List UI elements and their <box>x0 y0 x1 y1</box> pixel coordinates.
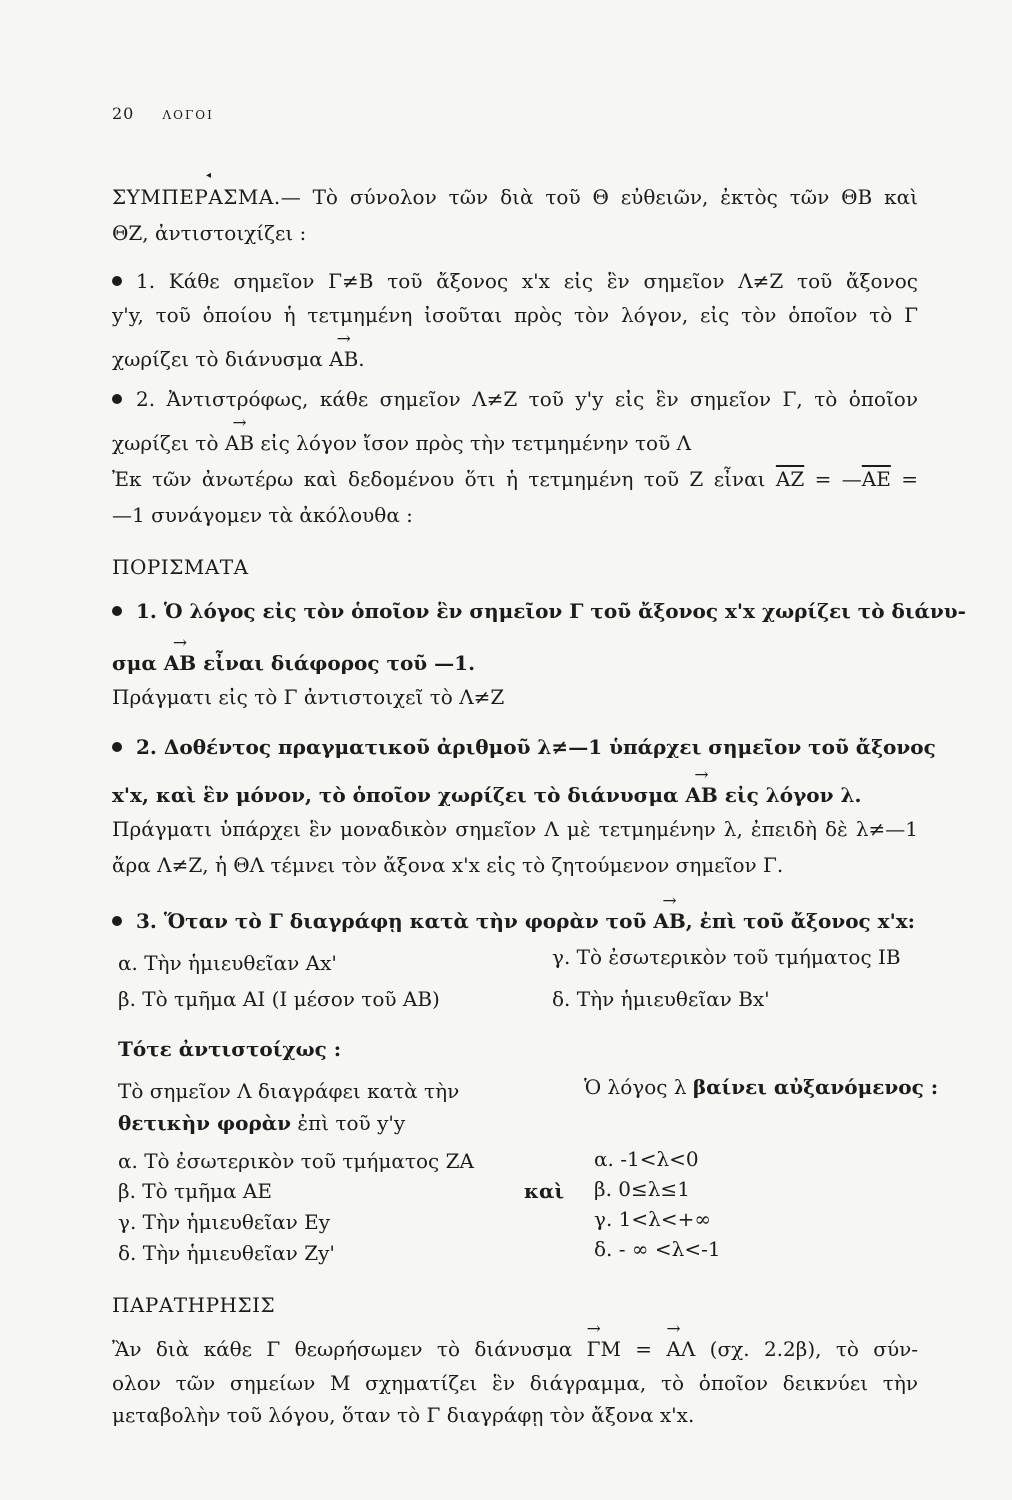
kai-connector: καὶ <box>524 1179 565 1203</box>
corollary-3-case-b: β. Τὸ τμῆμα ΑΙ (Ι μέσον τοῦ ΑΒ) <box>118 987 440 1011</box>
page-number: 20 <box>112 104 135 123</box>
right-case-g: γ. 1<λ<+∞ <box>594 1207 712 1231</box>
bullet-icon <box>112 276 122 286</box>
bullet-icon <box>112 916 122 926</box>
remark-line-3: μεταβολὴν τοῦ λόγου, ὅταν τὸ Γ διαγράφῃ τὸν ἄξονα x'x. <box>112 1403 695 1427</box>
vector-ab: → ΑΒ <box>653 908 685 934</box>
corollary-1: 1. Ὁ λόγος εἰς τὸν ὁποῖον ἓν σημεῖον Γ τοῦ ἄξονος x'x χωρίζει τὸ διάνυ- <box>112 598 918 624</box>
right-case-a: α. -1<λ<0 <box>594 1147 699 1171</box>
conclusion-line-2: ΘΖ, ἀντιστοιχίζει : <box>112 221 307 245</box>
corollary-3-case-g: γ. Τὸ ἐσωτερικὸν τοῦ τμήματος ΙΒ <box>552 945 901 969</box>
vector-ab: → ΑΒ <box>329 346 358 372</box>
corollary-1-proof: Πράγματι εἰς τὸ Γ ἀντιστοιχεῖ τὸ Λ≠Ζ <box>112 685 505 709</box>
corollary-3-case-a: α. Τὴν ἡμιευθεῖαν Αx' <box>118 951 337 975</box>
corollary-1-line-2: σμα → ΑΒ εἶναι διάφορος τοῦ —1. <box>112 650 475 676</box>
left-case-g: γ. Τὴν ἡμιευθεῖαν Εy <box>118 1210 331 1234</box>
running-header <box>112 104 214 123</box>
vector-ab: → ΑΒ <box>164 650 196 676</box>
right-case-d: δ. - ∞ <λ<-1 <box>594 1237 721 1261</box>
stray-mark: ◂ <box>206 170 212 181</box>
conclusion-deduction-line-2: —1 συνάγομεν τὰ ἀκόλουθα : <box>112 503 413 527</box>
left-intro-line-2: θετικὴν φορὰν ἐπὶ τοῦ y'y <box>118 1111 406 1135</box>
conclusion-item-2: 2. Ἀντιστρόφως, κάθε σημεῖον Λ≠Ζ τοῦ y'y εἰς ἓν σημεῖον Γ, τὸ ὁποῖον <box>112 386 918 412</box>
corollary-2-line-2: x'x, καὶ ἓν μόνον, τὸ ὁποῖον χωρίζει τὸ διάνυσμα → ΑΒ εἰς λόγον λ. <box>112 782 861 808</box>
tote-label: Τότε ἀντιστοίχως : <box>118 1037 342 1061</box>
vector-ab: → ΑΒ <box>685 782 717 808</box>
corollary-2-proof-line-2: ἄρα Λ≠Ζ, ἡ ΘΛ τέμνει τὸν ἄξονα x'x εἰς τὸ ζητούμενον σημεῖον Γ. <box>112 853 784 877</box>
vector-al: → ΑΛ <box>666 1336 695 1362</box>
bullet-icon <box>112 394 122 404</box>
bullet-icon <box>112 742 122 752</box>
left-case-a: α. Τὸ ἐσωτερικὸν τοῦ τμήματος ΖΑ <box>118 1149 474 1173</box>
conclusion-item-1-line-2: y'y, τοῦ ὁποίου ἡ τετμημένη ἰσοῦται πρὸς τὸν λόγον, εἰς τὸν ὁποῖον τὸ Γ <box>112 303 918 327</box>
conclusion-heading: ΣΥΜΠΕΡΑΣΜΑ. <box>112 185 281 209</box>
conclusion-item-1: 1. Κάθε σημεῖον Γ≠Β τοῦ ἄξονος x'x εἰς ἓν σημεῖον Λ≠Ζ τοῦ ἄξονος <box>112 268 918 294</box>
corollaries-heading: ΠΟΡΙΣΜΑΤΑ <box>112 555 249 579</box>
left-intro: Τὸ σημεῖον Λ διαγράφει κατὰ τὴν <box>118 1079 460 1103</box>
vector-ab: → ΑΒ <box>225 430 254 456</box>
conclusion-deduction: Ἐκ τῶν ἀνωτέρω καὶ δεδομένου ὅτι ἡ τετμημένη τοῦ Ζ εἶναι $\overline{AZ}$ = $—\overline{AE}$ = <box>112 467 919 491</box>
corollary-3: 3. Ὅταν τὸ Γ διαγράφῃ κατὰ τὴν φορὰν τοῦ → ΑΒ, ἐπὶ τοῦ ἄξονος x'x: <box>112 908 915 934</box>
left-case-d: δ. Τὴν ἡμιευθεῖαν Ζy' <box>118 1241 335 1265</box>
bullet-icon <box>112 606 122 616</box>
right-heading: Ὁ λόγος λ βαίνει αὐξανόμενος : <box>584 1075 939 1099</box>
remark-line-2: ολον τῶν σημείων Μ σχηματίζει ἓν διάγραμμα, τὸ ὁποῖον δεικνύει τὴν <box>112 1371 918 1395</box>
corollary-2-proof: Πράγματι ὑπάρχει ἓν μοναδικὸν σημεῖον Λ μὲ τετμημένην λ, ἐπειδὴ δὲ λ≠—1 <box>112 817 918 841</box>
corollary-2: 2. Δοθέντος πραγματικοῦ ἀριθμοῦ λ≠—1 ὑπάρχει σημεῖον τοῦ ἄξονος <box>112 734 918 760</box>
running-title: ΛΟΓΟΙ <box>162 108 214 122</box>
remark-heading: ΠΑΡΑΤΗΡΗΣΙΣ <box>112 1293 276 1317</box>
vector-gm: → ΓΜ <box>587 1336 621 1362</box>
right-case-b: β. 0≤λ≤1 <box>594 1177 690 1201</box>
conclusion-item-1-line-3: χωρίζει τὸ διάνυσμα → ΑΒ. <box>112 346 365 372</box>
remark-line-1: Ἂν διὰ κάθε Γ θεωρήσωμεν τὸ διάνυσμα → ΓΜ = → ΑΛ (σχ. 2.2β), τὸ σύν- <box>112 1336 918 1362</box>
left-case-b: β. Τὸ τμῆμα ΑΕ <box>118 1179 272 1203</box>
conclusion-item-2-line-2: χωρίζει τὸ → ΑΒ εἰς λόγον ἴσον πρὸς τὴν τετμημένην τοῦ Λ <box>112 430 691 456</box>
conclusion-line-1: ΣΥΜΠΕΡΑΣΜΑ.— Τὸ σύνολον τῶν διὰ τοῦ Θ εὐθειῶν, ἐκτὸς τῶν ΘΒ καὶ <box>112 185 918 209</box>
corollary-3-case-d: δ. Τὴν ἡμιευθεῖαν Βx' <box>552 987 770 1011</box>
